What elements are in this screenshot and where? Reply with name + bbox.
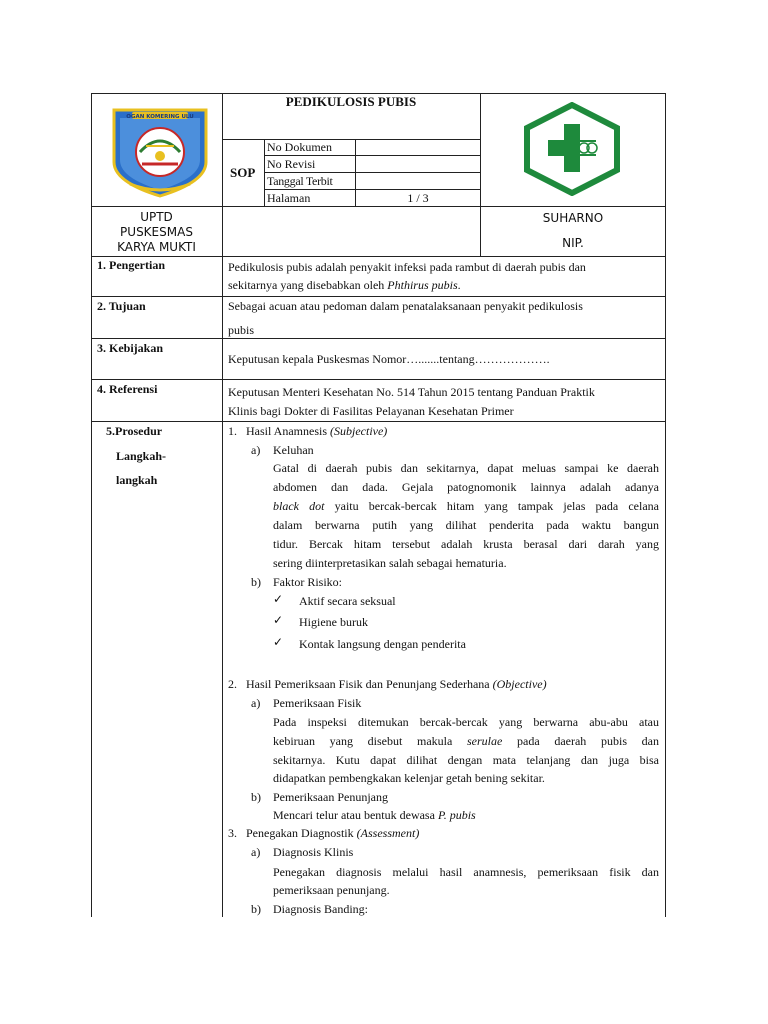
meta-value-halaman: 1 / 3 (407, 191, 429, 205)
meta-label-halaman: Halaman (267, 191, 311, 205)
section-label-pengertian: 1. Pengertian (97, 258, 165, 272)
sop-label: SOP (230, 165, 256, 180)
keluhan-text: sering diinterpretasikan salah sebagai hematuria. (273, 556, 507, 570)
pemeriksaan-fisik-text: sekitarnya. Kutu dapat dilihat dengan mata telanjang dan juga bisa (273, 753, 659, 767)
logo-text: OGAN KOMERING ULU (126, 114, 194, 120)
sub-step-number: b) (251, 902, 261, 916)
kebijakan-text: Keputusan kepala Puskesmas Nomor….......tentang………………. (228, 352, 550, 366)
keluhan-text: black dot yaitu bercak-bercak hitam yang tampak jelas pada celana (273, 499, 659, 513)
sub-step-title-faktor-risiko: Faktor Risiko: (273, 575, 343, 589)
step-number: 1. (228, 424, 237, 438)
tujuan-text-2: pubis (228, 323, 255, 337)
sub-step-number: a) (251, 443, 261, 457)
referensi-text: Keputusan Menteri Kesehatan No. 514 Tahun 2015 tentang Panduan Praktik (228, 385, 595, 399)
keluhan-text: tidur. Bercak hitam tersebut adalah krusta berasal dari darah yang (273, 537, 659, 551)
step-title-anamnesis: Hasil Anamnesis (Subjective) (246, 424, 388, 438)
sub-step-title-keluhan: Keluhan (273, 443, 314, 457)
sub-step-title-pemeriksaan-fisik: Pemeriksaan Fisik (273, 696, 362, 710)
puskesmas-logo (522, 102, 622, 196)
section-label-prosedur: 5.Prosedur (106, 424, 163, 438)
keluhan-text: abdomen dan dada. Gejala patognomonik lainnya adalah adanya (273, 480, 659, 494)
section-label-langkah-2: langkah (116, 473, 158, 487)
regency-logo (110, 104, 210, 200)
risk-item: Kontak langsung dengan penderita (299, 637, 466, 651)
sub-step-title-diagnosis-banding: Diagnosis Banding: (273, 902, 368, 916)
keluhan-text: dalam berwarna putih yang dilihat penderita pada waktu bangun (273, 518, 659, 532)
keluhan-text: Gatal di daerah pubis dan sekitarnya, dapat meluas sampai ke daerah (273, 461, 659, 475)
institution-name (91, 210, 222, 255)
institution-line: KARYA MUKTI (117, 240, 196, 254)
check-icon: ✓ (273, 613, 284, 627)
section-label-langkah: Langkah- (116, 449, 167, 463)
sub-step-number: b) (251, 790, 261, 804)
signer-nip: NIP. (562, 236, 584, 250)
section-label-referensi: 4. Referensi (97, 382, 158, 396)
risk-item: Aktif secara seksual (299, 594, 396, 608)
penunjang-text: Mencari telur atau bentuk dewasa P. pubis (273, 808, 476, 822)
diagnosis-klinis-text: Penegakan diagnosis melalui hasil anamnesis, pemeriksaan fisik dan (273, 865, 659, 879)
step-number: 2. (228, 677, 237, 691)
institution-line: UPTD (140, 210, 173, 224)
section-label-tujuan: 2. Tujuan (97, 299, 146, 313)
sub-step-number: a) (251, 845, 261, 859)
step-title-diagnostik: Penegakan Diagnostik (Assessment) (246, 826, 420, 840)
signer-name: SUHARNO (542, 211, 604, 225)
check-icon: ✓ (273, 635, 284, 649)
sub-step-title-penunjang: Pemeriksaan Penunjang (273, 790, 388, 804)
sub-step-title-diagnosis-klinis: Diagnosis Klinis (273, 845, 354, 859)
document-title: PEDIKULOSIS PUBIS (285, 94, 417, 109)
meta-label-no-revisi: No Revisi (267, 157, 316, 171)
institution-line: PUSKESMAS (120, 225, 193, 239)
check-icon: ✓ (273, 592, 284, 606)
pemeriksaan-fisik-text: Pada inspeksi ditemukan bercak-bercak yang berwarna abu-abu atau (273, 715, 659, 729)
section-label-kebijakan: 3. Kebijakan (97, 341, 164, 355)
risk-item: Higiene buruk (299, 615, 368, 629)
meta-label-no-dokumen: No Dokumen (267, 140, 332, 154)
step-title-pemeriksaan: Hasil Pemeriksaan Fisik dan Penunjang Sederhana (Objective) (246, 677, 547, 691)
pemeriksaan-fisik-text: didapatkan pembengkakan kelenjar getah bening sekitar. (273, 771, 545, 785)
diagnosis-klinis-text: pemeriksaan penunjang. (273, 883, 390, 897)
sub-step-number: a) (251, 696, 261, 710)
pengertian-text: Pedikulosis pubis adalah penyakit infeksi pada rambut di daerah pubis dan (228, 260, 586, 274)
pengertian-text-2: sekitarnya yang disebabkan oleh Phthirus pubis. (228, 278, 461, 292)
step-number: 3. (228, 826, 237, 840)
tujuan-text: Sebagai acuan atau pedoman dalam penatalaksanaan penyakit pedikulosis (228, 299, 583, 313)
meta-label-tanggal-terbit: Tanggal Terbit (267, 174, 333, 188)
sub-step-number: b) (251, 575, 261, 589)
referensi-text-2: Klinis bagi Dokter di Fasilitas Pelayanan Kesehatan Primer (228, 404, 514, 418)
pemeriksaan-fisik-text: kebiruan yang disebut makula serulae pada daerah pubis dan (273, 734, 659, 748)
